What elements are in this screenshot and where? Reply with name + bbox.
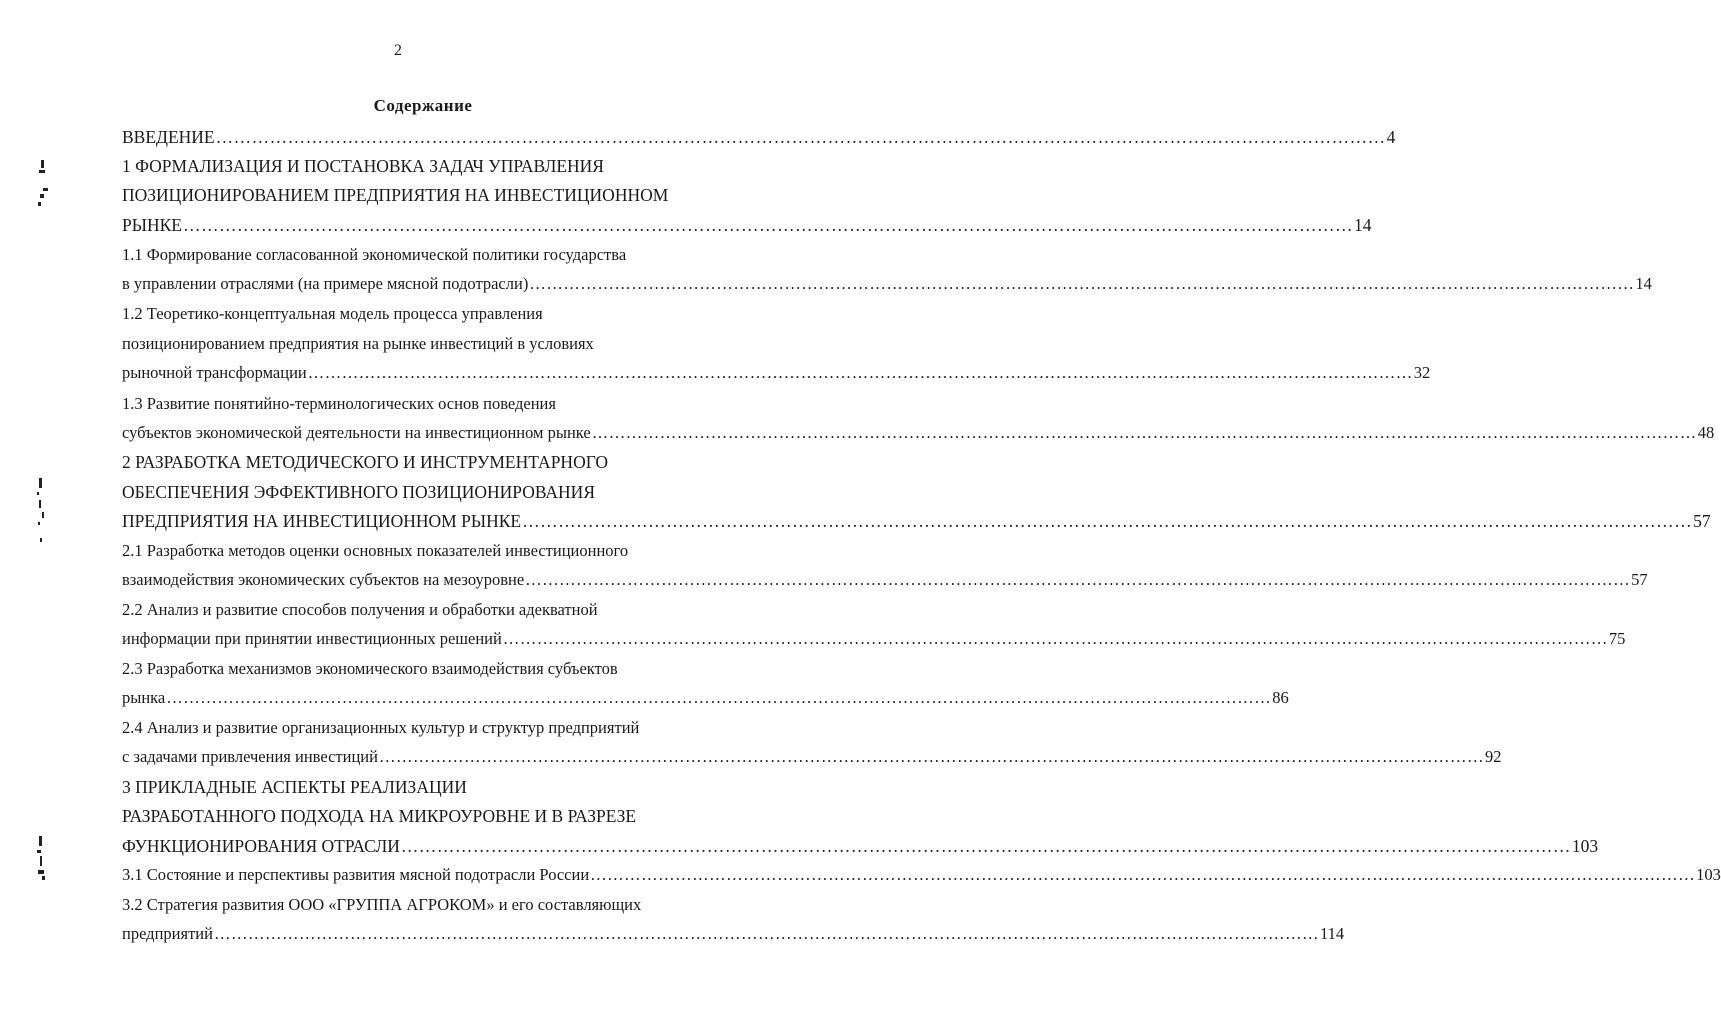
toc-entry-page: 103 [1571,836,1599,856]
toc-entry-chapter-3-line-1: 3 ПРИКЛАДНЫЕ АСПЕКТЫ РЕАЛИЗАЦИИ [122,777,467,797]
binding-mark-middle [36,478,48,548]
toc-entry-text: предприятий [122,924,213,943]
toc-entry-page: 32 [1413,363,1431,382]
toc-entry-chapter-2-line-3 [122,510,1711,532]
toc-leader: …………………………………………………………………………………………………………………………………………………………………………… [166,688,1272,707]
toc-entry-chapter-3-line-3 [122,835,1599,857]
toc-leader: …………………………………………………………………………………………………………………………………………………………………………… [529,274,1635,293]
toc-entry-text: РЫНКЕ [122,215,182,235]
toc-entry-chapter-1-line-2: ПОЗИЦИОНИРОВАНИЕМ ПРЕДПРИЯТИЯ НА ИНВЕСТИЦИОННОМ [122,185,669,205]
toc-entry-2-1-line-1: 2.1 Разработка методов оценки основных показателей инвестиционного [122,541,629,560]
toc-entry-text: информации при принятии инвестиционных решений [122,629,502,648]
toc-leader: …………………………………………………………………………………………………………………………………………………………………………… [378,747,1484,766]
toc-entry-page: 75 [1608,629,1626,648]
toc-entry-3-2-line-2 [122,923,1345,945]
toc-entry-chapter-1-line-1: 1 ФОРМАЛИЗАЦИЯ И ПОСТАНОВКА ЗАДАЧ УПРАВЛЕНИЯ [122,156,604,176]
toc-entry-page: 86 [1272,688,1289,707]
toc-leader: …………………………………………………………………………………………………………………………………………………………………………… [400,836,1571,856]
toc-leader: …………………………………………………………………………………………………………………………………………………………………………… [215,127,1386,147]
toc-entry-1-2-line-2: позиционированием предприятия на рынке инвестиций в условиях [122,334,594,353]
toc-entry-page: 57 [1693,511,1711,531]
toc-entry-chapter-2-line-1: 2 РАЗРАБОТКА МЕТОДИЧЕСКОГО И ИНСТРУМЕНТАРНОГО [122,452,609,472]
binding-mark-bottom [36,836,48,896]
toc-entry-3-2-line-1: 3.2 Стратегия развития ООО «ГРУППА АГРОКОМ» и его составляющих [122,895,642,914]
toc-entry-2-1-line-2 [122,569,1648,591]
toc-entry-chapter-1-line-3 [122,214,1372,236]
toc-entry-1-3-line-2 [122,422,1715,444]
toc-entry-text: с задачами привлечения инвестиций [122,747,378,766]
toc-entry-text: рынка [122,688,166,707]
toc-entry-2-3-line-1: 2.3 Разработка механизмов экономического взаимодействия субъектов [122,659,618,678]
toc-entry-2-2-line-2 [122,628,1626,650]
toc-entry-text: 3.1 Состояние и перспективы развития мясной подотрасли России [122,865,590,884]
toc-entry-2-4-line-1: 2.4 Анализ и развитие организационных культур и структур предприятий [122,718,640,737]
toc-leader: …………………………………………………………………………………………………………………………………………………………………………… [307,363,1413,382]
toc-entry-text: субъектов экономической деятельности на инвестиционном рынке [122,423,591,442]
toc-entry-text: в управлении отраслями (на примере мясной подотрасли) [122,274,529,293]
toc-entry-intro [122,126,1396,148]
toc-leader: …………………………………………………………………………………………………………………………………………………………………………… [590,865,1696,884]
toc-entry-page: 57 [1631,570,1648,589]
toc-entry-2-3-line-2 [122,687,1289,709]
page-title: Содержание [373,96,473,115]
toc-entry-2-2-line-1: 2.2 Анализ и развитие способов получения и обработки адекватной [122,600,598,619]
toc-entry-chapter-3-line-2: РАЗРАБОТАННОГО ПОДХОДА НА МИКРОУРОВНЕ И В РАЗРЕЗЕ [122,806,637,826]
toc-entry-2-4-line-2 [122,746,1502,768]
toc-entry-page: 48 [1697,423,1715,442]
page-number: 2 [394,42,402,59]
toc-entry-3-1 [122,864,1721,886]
toc-entry-page: 4 [1386,127,1396,147]
toc-leader: …………………………………………………………………………………………………………………………………………………………………………… [213,924,1319,943]
toc-leader: …………………………………………………………………………………………………………………………………………………………………………… [525,570,1631,589]
toc-entry-text: ВВЕДЕНИЕ [122,127,215,147]
toc-leader: …………………………………………………………………………………………………………………………………………………………………………… [183,215,1353,235]
toc-entry-page: 14 [1635,274,1652,293]
toc-entry-page: 92 [1484,747,1502,766]
toc-entry-text: взаимодействия экономических субъектов на мезоуровне [122,570,525,589]
binding-mark-top [38,160,50,208]
toc-entry-page: 14 [1354,215,1372,235]
toc-entry-text: ФУНКЦИОНИРОВАНИЯ ОТРАСЛИ [122,836,400,856]
toc-entry-1-1-line-1: 1.1 Формирование согласованной экономической политики государства [122,245,627,264]
toc-leader: …………………………………………………………………………………………………………………………………………………………………………… [502,629,1608,648]
toc-leader: …………………………………………………………………………………………………………………………………………………………………………… [522,511,1693,531]
toc-entry-1-2-line-3 [122,362,1431,384]
toc-entry-page: 114 [1319,924,1345,943]
toc-entry-page: 103 [1696,865,1721,884]
toc-entry-1-2-line-1: 1.2 Теоретико-концептуальная модель процесса управления [122,304,543,323]
toc-entry-chapter-2-line-2: ОБЕСПЕЧЕНИЯ ЭФФЕКТИВНОГО ПОЗИЦИОНИРОВАНИЯ [122,482,595,502]
toc-entry-1-3-line-1: 1.3 Развитие понятийно-терминологических основ поведения [122,394,556,413]
toc-entry-text: рыночной трансформации [122,363,307,382]
toc-leader: …………………………………………………………………………………………………………………………………………………………………………… [591,423,1697,442]
toc-entry-1-1-line-2 [122,273,1652,295]
toc-entry-text: ПРЕДПРИЯТИЯ НА ИНВЕСТИЦИОННОМ РЫНКЕ [122,511,522,531]
